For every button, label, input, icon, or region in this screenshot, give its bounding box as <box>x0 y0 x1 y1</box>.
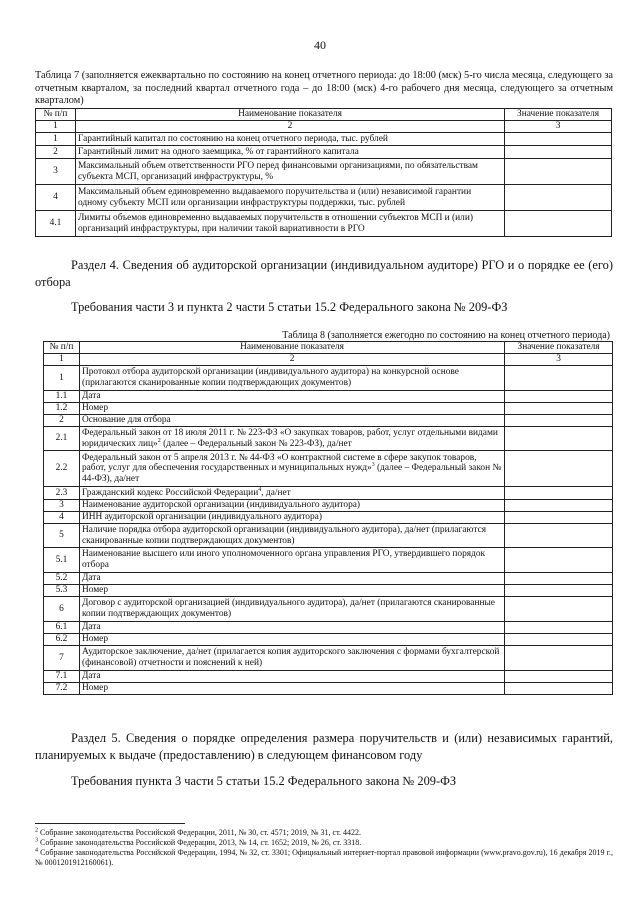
table-row <box>44 646 613 671</box>
table8-colnum-row <box>44 354 613 366</box>
row-number-cell: 7 <box>44 646 80 671</box>
row-number-cell: 2.2 <box>44 451 80 487</box>
indicator-name-cell <box>79 391 504 403</box>
indicator-name-tail: (далее – Федеральный закон № 223-ФЗ), да/нет <box>160 438 352 449</box>
value-cell <box>505 451 613 487</box>
row-number-cell: 1 <box>36 133 76 146</box>
indicator-name-cell <box>79 585 504 597</box>
indicator-name-cell <box>75 146 504 159</box>
indicator-name-cell <box>79 524 504 548</box>
indicator-name-cell <box>79 512 504 524</box>
colnum-cell: 3 <box>505 121 612 133</box>
footnote-divider <box>35 823 185 824</box>
section4-title <box>35 257 613 291</box>
indicator-name: Дата <box>81 391 101 402</box>
indicator-name: ИНН аудиторской организации (индивидуального аудитора) <box>81 512 322 523</box>
value-cell <box>505 573 613 585</box>
indicator-name: Дата <box>81 671 101 682</box>
table-row <box>44 585 613 597</box>
indicator-name-cell <box>79 415 504 427</box>
table8-caption: Таблица 8 (заполняется ежегодно по состоянию на конец отчетного периода) <box>282 330 610 341</box>
indicator-name-cell <box>79 427 504 451</box>
value-cell <box>505 211 612 237</box>
indicator-name-cell <box>79 597 504 622</box>
row-number-cell: 3 <box>44 500 80 512</box>
indicator-name: Номер <box>81 585 109 596</box>
value-cell <box>505 487 613 500</box>
row-number-cell: 3 <box>36 159 76 185</box>
section5-title <box>35 730 613 764</box>
indicator-name: Гарантийный лимит на одного заемщика, % от гарантийного капитала <box>77 146 359 157</box>
value-cell <box>505 133 612 146</box>
value-cell <box>505 500 613 512</box>
row-number-cell: 4 <box>36 185 76 211</box>
table7 <box>35 108 612 237</box>
table-row <box>44 487 613 500</box>
table-row <box>44 671 613 683</box>
footnote-ref: 4 <box>258 486 262 493</box>
indicator-name-tail: , да/нет <box>261 487 291 498</box>
page-number: 40 <box>314 38 326 52</box>
row-number-cell: 5.1 <box>44 548 80 573</box>
row-number-cell: 7.2 <box>44 683 80 695</box>
row-number-cell: 7.1 <box>44 671 80 683</box>
row-number-cell: 1.2 <box>44 403 80 415</box>
indicator-name-cell <box>79 671 504 683</box>
indicator-name-cell <box>79 646 504 671</box>
table-row <box>36 133 612 146</box>
indicator-name-cell <box>79 451 504 487</box>
colnum-cell: 2 <box>79 354 504 366</box>
indicator-name: Протокол отбора аудиторской организации (индивидуального аудитора) на конкурсной основе (прилагаются сканированные копии подтверждающих документов) <box>81 367 459 388</box>
footnote-mark: 3 <box>35 837 38 844</box>
value-cell <box>505 146 612 159</box>
row-number-cell: 2.3 <box>44 487 80 500</box>
value-cell <box>505 646 613 671</box>
table8-header-row <box>44 342 613 354</box>
section5-title-text: Раздел 5. Сведения о порядке определения размера поручительств и (или) независимых гарантий, планируемых к выдаче (предоставлению) в следующем финансовом году <box>35 731 613 762</box>
table-row <box>44 548 613 573</box>
table-row <box>44 634 613 646</box>
colnum-cell: 2 <box>75 121 504 133</box>
value-cell <box>505 671 613 683</box>
table-row <box>36 211 612 237</box>
indicator-name: Аудиторское заключение, да/нет (прилагается копия аудиторского заключения с формами бухгалтерской (финансовой) отчетности и пояснений к ней) <box>81 647 500 668</box>
value-cell <box>505 683 613 695</box>
indicator-name-cell <box>79 487 504 500</box>
indicator-name: Номер <box>81 634 109 645</box>
indicator-name-cell <box>75 211 504 237</box>
row-number-cell: 1 <box>44 366 80 391</box>
row-number-cell: 5 <box>44 524 80 548</box>
indicator-name-cell <box>79 548 504 573</box>
value-cell <box>505 597 613 622</box>
value-cell <box>505 427 613 451</box>
section5-requirement: Требования пункта 3 части 5 статьи 15.2 Федерального закона № 209-ФЗ <box>71 774 457 788</box>
colnum-cell: 1 <box>44 354 80 366</box>
indicator-name-cell <box>75 133 504 146</box>
table-row <box>44 403 613 415</box>
header-cell-name: Наименование показателя <box>79 342 504 354</box>
table-row <box>36 146 612 159</box>
table-row <box>44 573 613 585</box>
header-cell-value: Значение показателя <box>505 109 612 121</box>
row-number-cell: 6 <box>44 597 80 622</box>
header-cell-value: Значение показателя <box>505 342 613 354</box>
indicator-name: Лимиты объемов единовременно выдаваемых поручительств в отношении субъектов МСП и (или) организаций инфраструктуры, при наличии такой вариативности в РГО <box>77 212 473 234</box>
table7-caption: Таблица 7 (заполняется ежеквартально по состоянию на конец отчетного периода: до 18:00 (мск) 5-го числа месяца, следующего за отчетным кварталом, за последний квартал отчетного года – до 18:00 (мск) 4-го рабочего дня месяца, следующего за отчетным кварталом) <box>35 70 613 106</box>
row-number-cell: 2 <box>36 146 76 159</box>
table7-header-row <box>36 109 612 121</box>
table-row <box>44 451 613 487</box>
value-cell <box>505 415 613 427</box>
table7-colnum-row <box>36 121 612 133</box>
table-row <box>44 500 613 512</box>
value-cell <box>505 391 613 403</box>
footnote <box>35 848 613 867</box>
indicator-name: Договор с аудиторской организацией (индивидуального аудитора), да/нет (прилагаются сканированные копии подтверждающих документов) <box>81 598 495 619</box>
indicator-name-cell <box>79 622 504 634</box>
value-cell <box>505 159 612 185</box>
indicator-name-cell <box>75 159 504 185</box>
row-number-cell: 2 <box>44 415 80 427</box>
table-row <box>44 597 613 622</box>
indicator-name: Дата <box>81 573 101 584</box>
header-cell-num: № п/п <box>44 342 80 354</box>
table8 <box>43 341 613 695</box>
value-cell <box>505 585 613 597</box>
row-number-cell: 5.3 <box>44 585 80 597</box>
table-row <box>36 159 612 185</box>
table-row <box>44 366 613 391</box>
indicator-name-cell <box>79 634 504 646</box>
indicator-name-cell <box>79 366 504 391</box>
indicator-name-cell <box>79 403 504 415</box>
indicator-name: Номер <box>81 683 109 694</box>
footnote-ref: 3 <box>371 462 375 469</box>
indicator-name: Максимальный объем ответственности РГО перед финансовыми организациями, по обязательствам субъекта МСП, организаций инфраструктуры, % <box>77 160 478 182</box>
value-cell <box>505 548 613 573</box>
footnote-text: Собрание законодательства Российской Федерации, 2011, № 30, ст. 4571; 2019, № 31, ст. 4422. <box>38 828 361 837</box>
row-number-cell: 6.2 <box>44 634 80 646</box>
indicator-name: Наименование высшего или иного уполномоченного органа управления РГО, утвердившего порядок отбора <box>81 549 486 570</box>
indicator-name: Федеральный закон от 18 июля 2011 г. № 223-ФЗ «О закупках товаров, работ, услуг отдельными видами юридических лиц» <box>81 427 498 449</box>
table-row <box>44 391 613 403</box>
row-number-cell: 5.2 <box>44 573 80 585</box>
indicator-name-cell <box>79 683 504 695</box>
value-cell <box>505 366 613 391</box>
value-cell <box>505 634 613 646</box>
footnote-ref: 2 <box>157 437 161 444</box>
row-number-cell: 6.1 <box>44 622 80 634</box>
value-cell <box>505 403 613 415</box>
indicator-name: Основание для отбора <box>81 415 171 426</box>
footnote-text: Собрание законодательства Российской Федерации, 2013, № 14, ст. 1652; 2019, № 26, ст. 3318. <box>38 838 362 847</box>
indicator-name-tail: (далее – Федеральный закон № 44-ФЗ), да/нет <box>81 463 502 484</box>
indicator-name: Гражданский кодекс Российской Федерации <box>81 487 259 498</box>
row-number-cell: 4.1 <box>36 211 76 237</box>
value-cell <box>505 512 613 524</box>
header-cell-num: № п/п <box>36 109 76 121</box>
indicator-name-cell <box>79 500 504 512</box>
footnote-text: Собрание законодательства Российской Федерации, 1994, № 32, ст. 3301; Официальный интернет-портал правовой информации (www.pravo.gov.ru), 16 декабря 2019 г., № 0001201912160061). <box>35 848 613 867</box>
indicator-name: Гарантийный капитал по состоянию на конец отчетного периода, тыс. рублей <box>77 133 388 144</box>
value-cell <box>505 185 612 211</box>
section4-requirement: Требования части 3 и пункта 2 части 5 статьи 15.2 Федерального закона № 209-ФЗ <box>71 300 508 314</box>
table-row <box>44 512 613 524</box>
footnote <box>35 838 613 848</box>
table-row <box>36 185 612 211</box>
indicator-name: Дата <box>81 622 101 633</box>
indicator-name: Наличие порядка отбора аудиторской организации (индивидуального аудитора), да/нет (прилагаются сканированные копии подтверждающих документов) <box>81 524 487 546</box>
row-number-cell: 4 <box>44 512 80 524</box>
row-number-cell: 1.1 <box>44 391 80 403</box>
table-row <box>44 415 613 427</box>
table-row <box>44 427 613 451</box>
row-number-cell: 2.1 <box>44 427 80 451</box>
colnum-cell: 3 <box>505 354 613 366</box>
indicator-name-cell <box>75 185 504 211</box>
footnote-mark: 4 <box>35 847 38 854</box>
table-row <box>44 524 613 548</box>
indicator-name-cell <box>79 573 504 585</box>
value-cell <box>505 524 613 548</box>
table-row <box>44 683 613 695</box>
indicator-name: Номер <box>81 403 109 414</box>
indicator-name: Максимальный объем единовременно выдаваемого поручительства и (или) независимой гарантии одному субъекту МСП или организации инфраструктуры поддержки, тыс. рублей <box>77 186 472 208</box>
footnote <box>35 828 613 838</box>
footnote-mark: 2 <box>35 827 38 834</box>
indicator-name: Наименование аудиторской организации (индивидуального аудитора) <box>81 500 361 511</box>
value-cell <box>505 622 613 634</box>
colnum-cell: 1 <box>36 121 76 133</box>
indicator-name: Федеральный закон от 5 апреля 2013 г. № 44-ФЗ «О контрактной системе в сфере закупок товаров, работ, услуг для обеспечения государственных и муниципальных нужд» <box>81 452 477 474</box>
section4-title-text: Раздел 4. Сведения об аудиторской организации (индивидуальном аудиторе) РГО и о порядке ее (его) отбора <box>35 258 613 289</box>
header-cell-name: Наименование показателя <box>75 109 504 121</box>
table-row <box>44 622 613 634</box>
